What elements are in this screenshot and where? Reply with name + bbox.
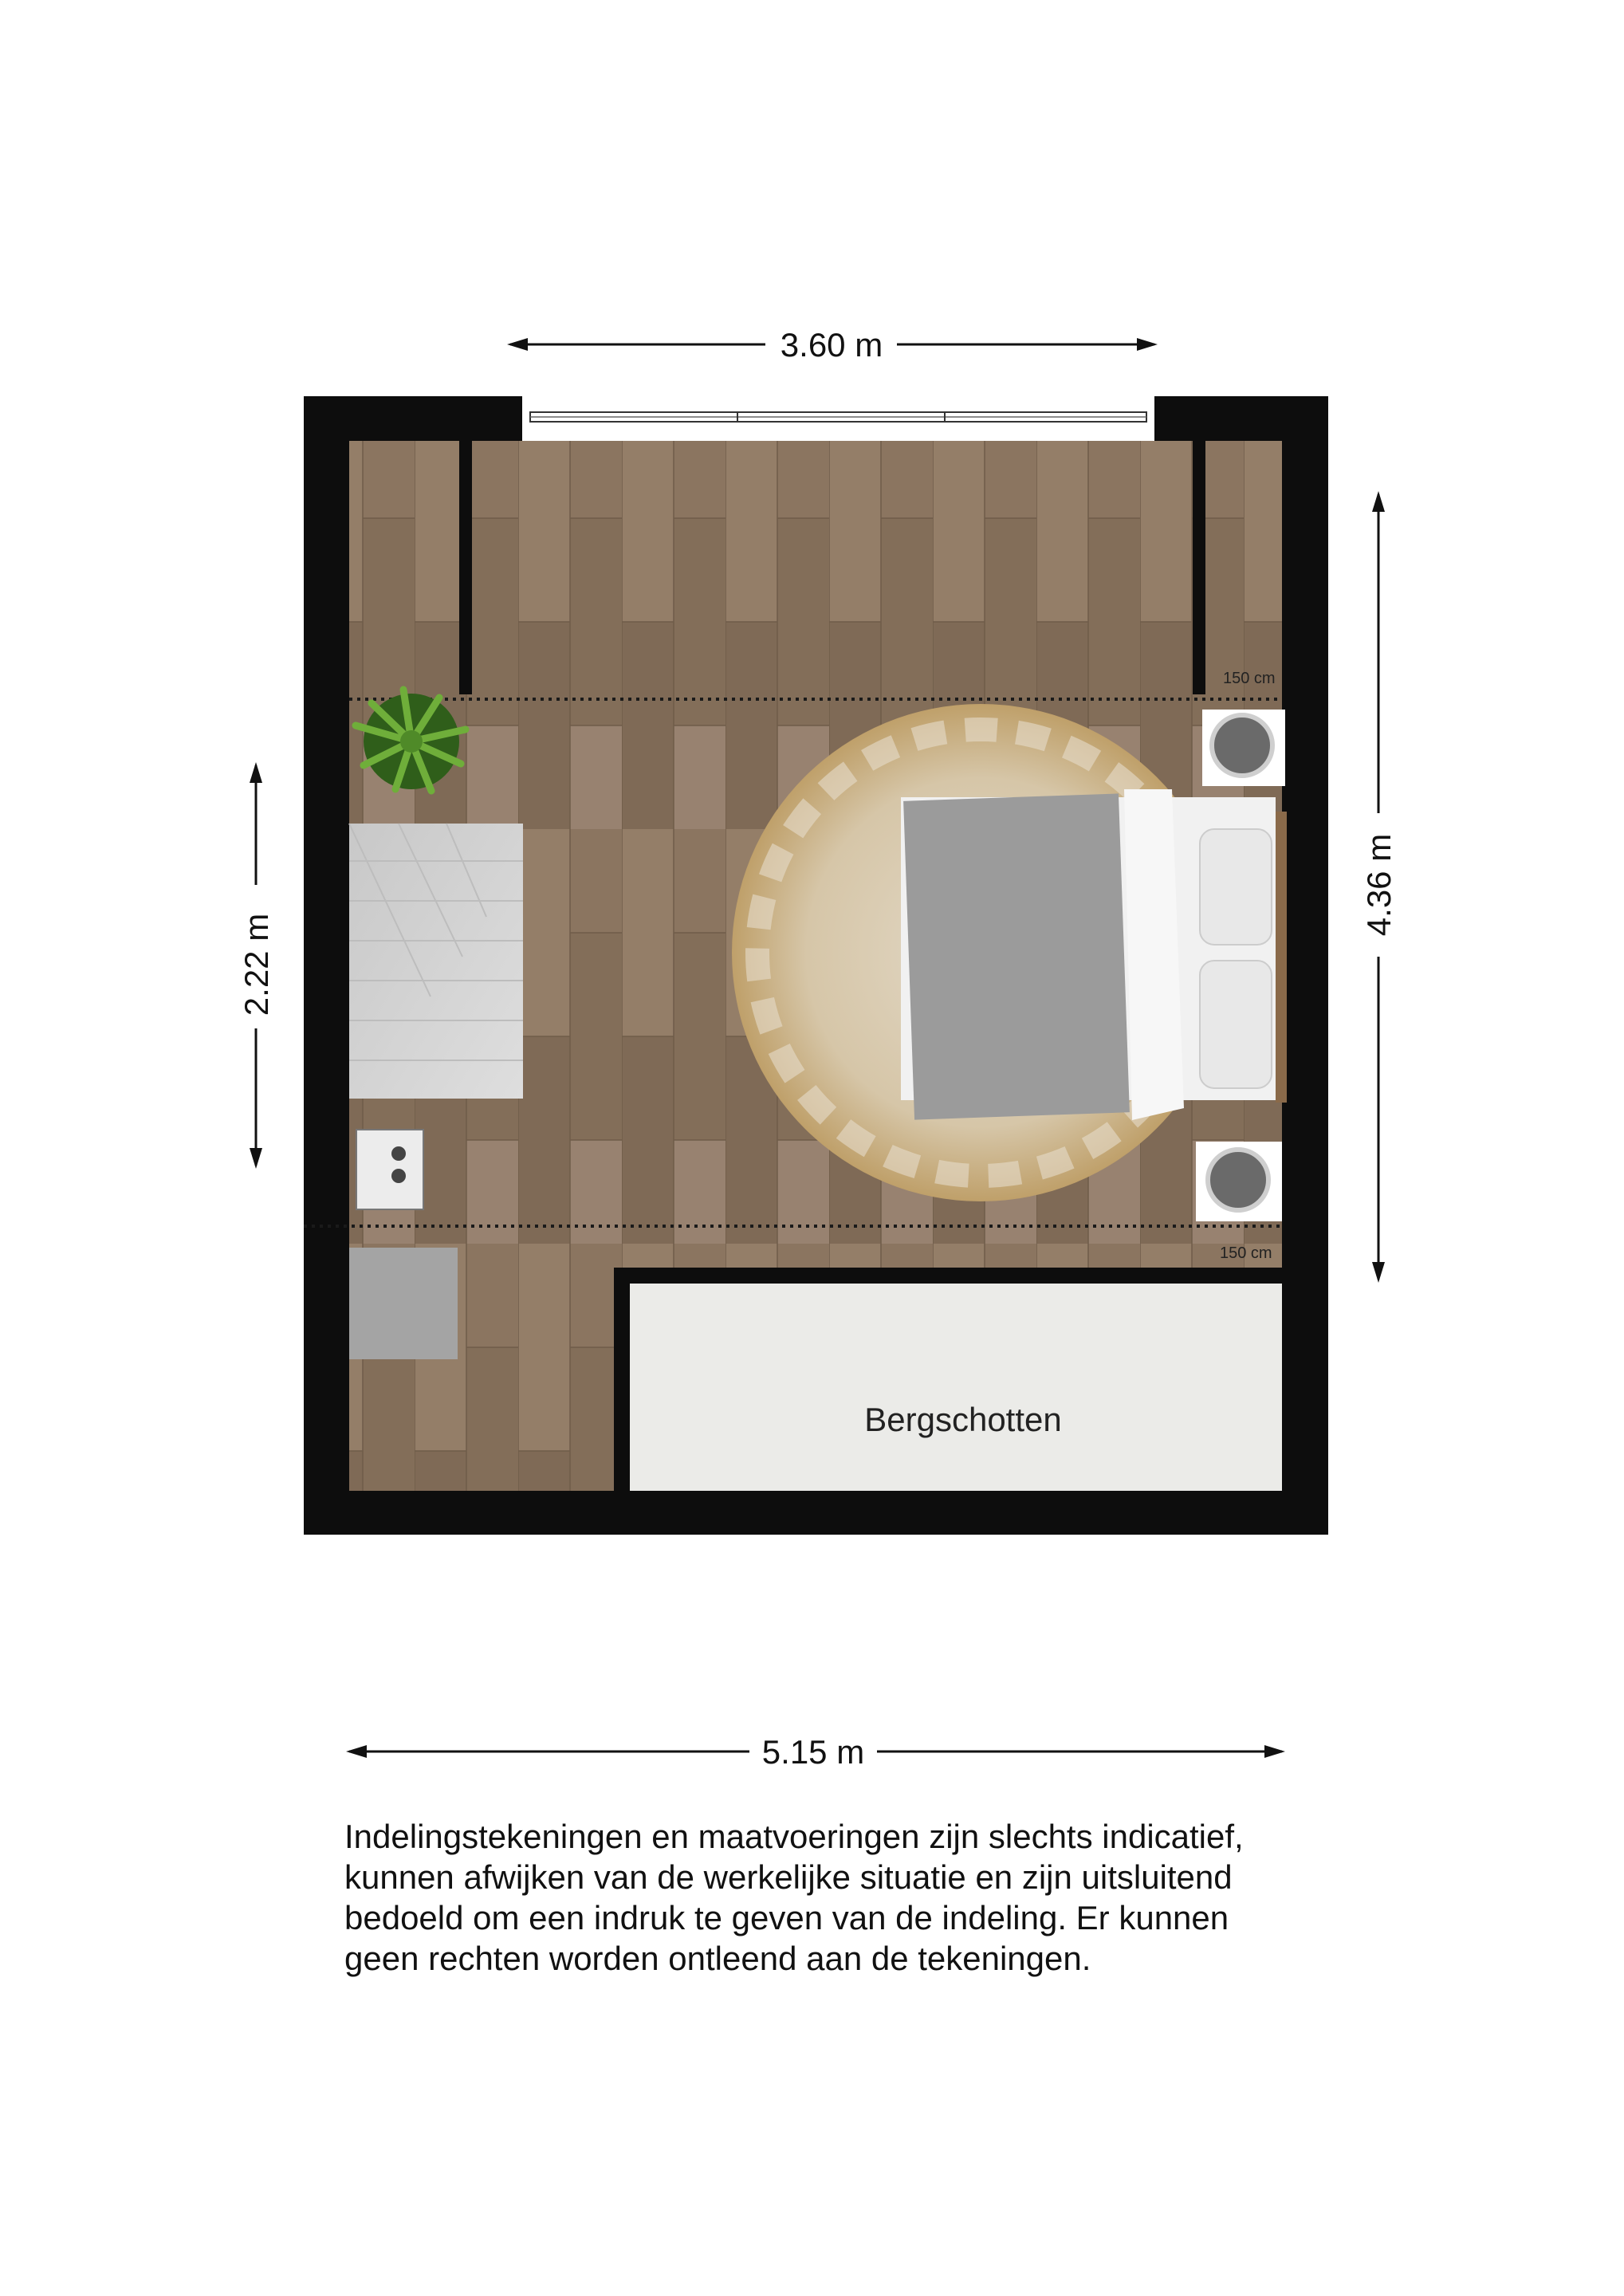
blanket (903, 793, 1130, 1119)
dimension-bottom-label: 5.15 m (761, 1733, 865, 1771)
disclaimer (344, 1816, 1381, 1979)
window (522, 396, 1154, 441)
room-label-storage: Bergschotten (864, 1401, 1062, 1438)
nightstand-bottom (1196, 1142, 1282, 1221)
dimension-left-label: 2.22 m (238, 913, 275, 1016)
marker-150-bottom: 150 cm (1220, 1244, 1272, 1262)
disclaimer-line: Indelingstekeningen en maatvoeringen zijn slechts indicatief, (344, 1818, 1244, 1855)
wall-stub-left (459, 441, 472, 694)
pillow-top (1200, 829, 1272, 945)
dimension-right-label: 4.36 m (1360, 833, 1398, 937)
disclaimer-line: geen rechten worden ontleend aan de tekeningen. (344, 1940, 1091, 1977)
pillow-bottom (1200, 961, 1272, 1088)
wall-stub-right (1193, 441, 1205, 694)
bed (901, 789, 1287, 1120)
storage-room (614, 1268, 1328, 1491)
dimension-top-label: 3.60 m (780, 326, 883, 364)
marker-150-top: 150 cm (1223, 670, 1276, 687)
nightstand-top (1202, 710, 1285, 786)
outlet-icon (356, 1130, 423, 1209)
disclaimer-line: kunnen afwijken van de werkelijke situatie en zijn uitsluitend (344, 1858, 1233, 1896)
disclaimer-line: bedoeld om een indruk te geven van de indeling. Er kunnen (344, 1899, 1229, 1936)
staircase (349, 824, 523, 1099)
headboard (1276, 812, 1287, 1103)
cabinet (349, 1248, 458, 1359)
